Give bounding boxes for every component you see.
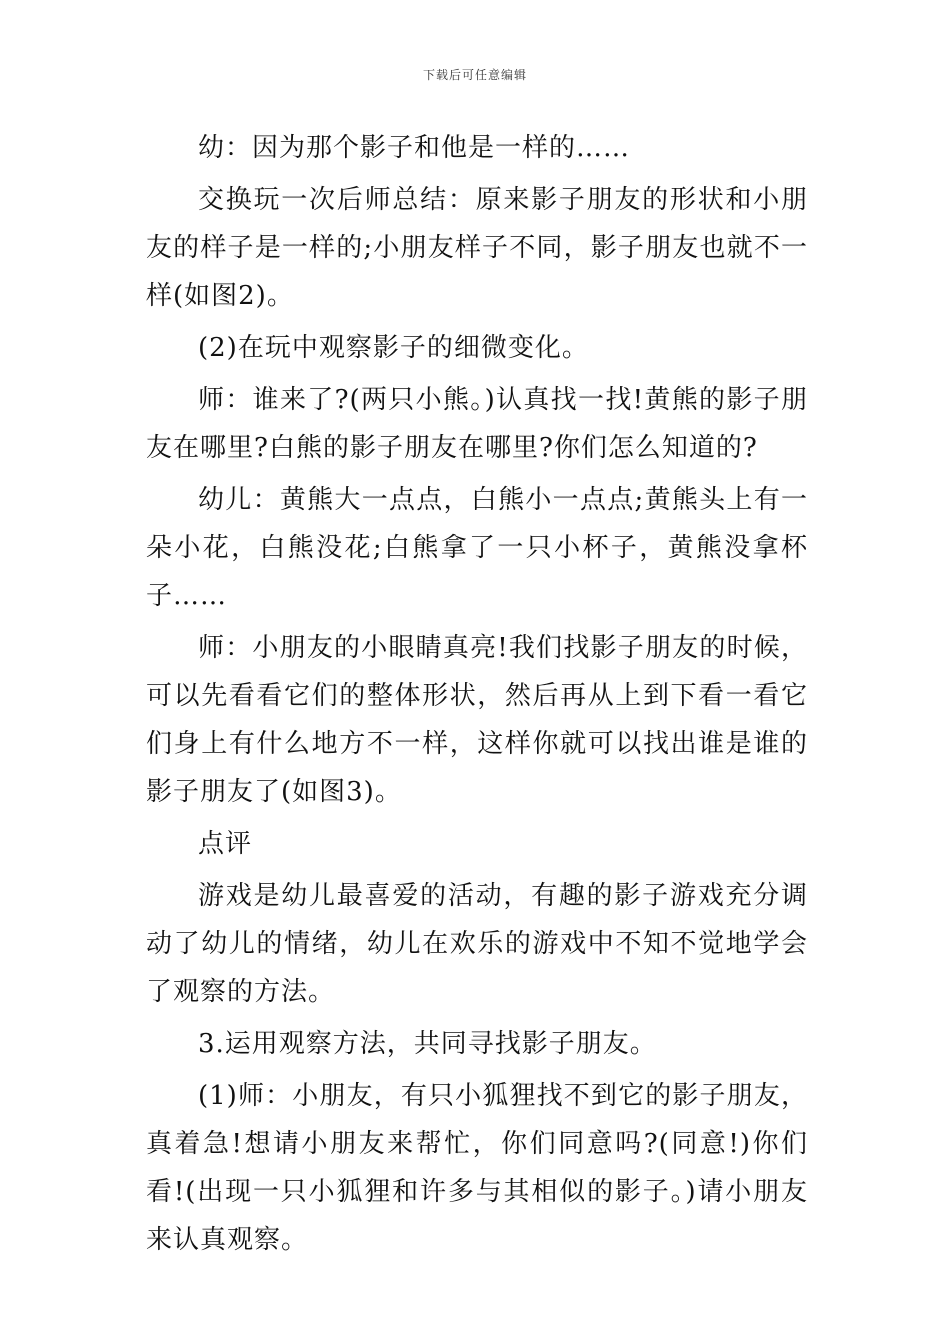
section-heading-review: 点评 [198, 829, 253, 859]
paragraph-5: 幼儿：黄熊大一点点，白熊小一点点;黄熊头上有一朵小花，白熊没花;白熊拿了一只小杯子，黄熊没拿杯子…… [146, 485, 808, 611]
paragraph-6: 师：小朋友的小眼睛真亮!我们找影子朋友的时候，可以先看看它们的整体形状，然后再从上到下看一看它们身上有什么地方不一样，这样你就可以找出谁是谁的影子朋友了(如图3)。 [146, 633, 808, 807]
paragraph-2: 交换玩一次后师总结：原来影子朋友的形状和小朋友的样子是一样的;小朋友样子不同，影子朋友也就不一样(如图2)。 [146, 185, 808, 311]
paragraph-3: (2)在玩中观察影子的细微变化。 [198, 333, 589, 363]
paragraph-4: 师：谁来了?(两只小熊。)认真找一找!黄熊的影子朋友在哪里?白熊的影子朋友在哪里?你们怎么知道的? [146, 385, 808, 463]
paragraph-9: (1)师：小朋友，有只小狐狸找不到它的影子朋友，真着急!想请小朋友来帮忙，你们同意吗?(同意!)你们看!(出现一只小狐狸和许多与其相似的影子。)请小朋友来认真观察。 [146, 1081, 808, 1255]
paragraph-8: 3.运用观察方法，共同寻找影子朋友。 [198, 1029, 657, 1059]
header-note: 下载后可任意编辑 [422, 68, 527, 82]
paragraph-7: 游戏是幼儿最喜爱的活动，有趣的影子游戏充分调动了幼儿的情绪，幼儿在欢乐的游戏中不知不觉地学会了观察的方法。 [146, 881, 808, 1007]
paragraph-1: 幼：因为那个影子和他是一样的…… [198, 133, 631, 163]
body-text [146, 124, 808, 1264]
